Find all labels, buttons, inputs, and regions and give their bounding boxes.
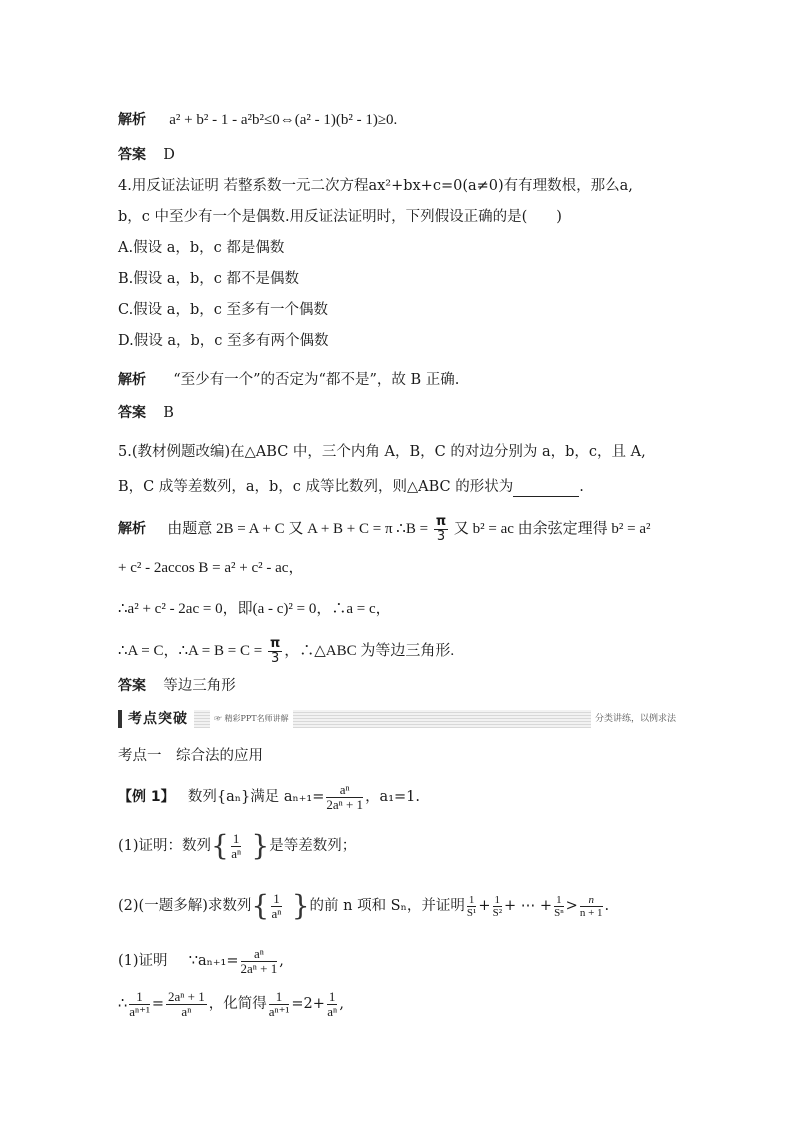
analysis-label: 解析 (118, 112, 146, 128)
reciprocal-next-fraction: $\frac{1}{\text{aⁿ⁺¹}}$ (268, 988, 290, 1019)
banner-title: 考点突破 (118, 710, 194, 728)
q4-stem-line1: 4.用反证法证明 若整系数一元二次方程ax²+bx+c=0(a≠0)有有理数根，那么a, (118, 178, 633, 194)
q5-answer-line (118, 676, 236, 696)
left-brace: { (211, 829, 229, 862)
fraction-n-over-n-plus-1: $\frac{n}{n + 1}$ (579, 893, 603, 919)
q5-analysis-line (118, 512, 651, 546)
reciprocal-recurrence-fraction: $\frac{\text{2aⁿ + 1}}{\text{aⁿ}}$ (168, 988, 205, 1019)
q5-answer-value: 等边三角形 (163, 678, 236, 694)
left-brace: { (251, 889, 270, 922)
q4-option-c: C.假设 a，b，c 至多有一个偶数 (118, 302, 328, 318)
example-label: 【例 1】 (118, 789, 175, 805)
example-1-stem: 【例 1】 数列{aₙ}满足 aₙ₊₁= $\frac{\text{aⁿ}}{\text{2aⁿ + 1}}$ ，a₁=1. (118, 781, 421, 812)
q3-analysis-line (118, 110, 397, 130)
proof-label: (1)证明 (118, 953, 168, 969)
q4-answer-line (118, 403, 174, 423)
q5-stem-line2: B，C 成等差数列，a，b，c 成等比数列，则△ABC 的形状为 . (118, 479, 584, 495)
q4-analysis-text: “至少有一个”的否定为“都不是”，故 B 正确. (173, 372, 460, 388)
right-brace: } (291, 889, 310, 922)
recurrence-fraction: $\frac{\text{aⁿ}}{\text{2aⁿ + 1}}$ (326, 781, 364, 812)
q3-analysis-text: a² + b² - 1 - a²b²≤0⇔(a² - 1)(b² - 1)≥0. (169, 112, 398, 128)
proof-line-1: (1)证明 ∵aₙ₊₁= $\frac{\text{aⁿ}}{\text{2aⁿ + 1}}$ , (118, 945, 284, 976)
analysis-label: 解析 (118, 372, 146, 388)
q4-option-d: D.假设 a，b，c 至多有两个偶数 (118, 333, 329, 349)
q5-stem-line1: 5.(教材例题改编)在△ABC 中，三个内角 A，B，C 的对边分别为 a，b，c，且 A, (118, 444, 646, 460)
analysis-label: 解析 (118, 521, 146, 537)
banner-subtitle: ☞ 精彩PPT名师讲解 (210, 710, 293, 728)
q5-derivation-line2: + c² - 2accos B = a² + c² - ac， (118, 560, 304, 576)
example-1-part-2: (2)(一题多解)求数列{ $\frac{1}{\text{aⁿ}}$ }的前 n 项和 Sₙ，并证明 $\frac{1}{\text{S¹}}$ + $\frac{1}{\text{S²}}$ + ⋯ + $\frac{1}{\text{Sⁿ}}$ > $\frac{n}{n + 1}$ . (118, 889, 610, 922)
q4-answer-value: B (163, 405, 174, 421)
q4-analysis-line (118, 370, 459, 390)
reciprocal-next-fraction: $\frac{1}{\text{aⁿ⁺¹}}$ (129, 988, 150, 1019)
q5-analysis-text-a: 由题意 2B = A + C 又 A + B + C = π ∴B = (167, 521, 432, 537)
fraction-1-over-sn: $\frac{1}{\text{Sⁿ}}$ (554, 893, 564, 919)
q5-stem-text: B，C 成等差数列，a，b，c 成等比数列，则△ABC 的形状为 (118, 479, 514, 495)
q5-derivation-line3: ∴a² + c² - 2ac = 0，即(a - c)² = 0，∴a = c， (118, 601, 391, 617)
reciprocal-fraction: $\frac{1}{\text{aⁿ}}$ (271, 890, 282, 921)
answer-label: 答案 (118, 678, 146, 694)
banner-right-text: 分类讲练，以例求法 (591, 710, 680, 728)
right-brace: } (251, 829, 270, 862)
answer-label: 答案 (118, 147, 146, 163)
reciprocal-fraction: $\frac{1}{\text{aⁿ}}$ (327, 988, 338, 1019)
pi-over-3-fraction: $\frac{\pi}{3}$ (269, 635, 281, 666)
fraction-1-over-s1: $\frac{1}{\text{S¹}}$ (466, 893, 477, 919)
answer-blank (513, 482, 579, 497)
q5-derivation-line4: ∴A = C，∴A = B = C = $\frac{\pi}{3}$ ，∴△ABC 为等边三角形. (118, 635, 455, 666)
q5-analysis-text-b: 又 b² = ac 由余弦定理得 b² = a² (450, 521, 651, 537)
section-title: 考点一 综合法的应用 (118, 748, 263, 764)
fraction-1-over-s2: $\frac{1}{\text{S²}}$ (492, 893, 502, 919)
reciprocal-fraction: $\frac{1}{\text{aⁿ}}$ (231, 830, 242, 861)
answer-label: 答案 (118, 405, 146, 421)
pi-over-3-fraction: $\frac{\pi}{3}$ (435, 513, 447, 544)
proof-line-2: ∴ $\frac{1}{\text{aⁿ⁺¹}}$ = $\frac{\text{2aⁿ + 1}}{\text{aⁿ}}$ ，化简得 $\frac{1}{\text{aⁿ⁺¹}}$ =2+ $\frac{1}{\text{aⁿ}}$ , (118, 988, 344, 1019)
recurrence-fraction: $\frac{\text{aⁿ}}{\text{2aⁿ + 1}}$ (240, 945, 278, 976)
q3-answer-value: D (163, 147, 175, 163)
q4-option-b: B.假设 a，b，c 都不是偶数 (118, 271, 300, 287)
section-banner (118, 710, 680, 728)
q4-stem-line2: b，c 中至少有一个是偶数.用反证法证明时，下列假设正确的是( ) (118, 209, 562, 225)
q4-option-a: A.假设 a，b，c 都是偶数 (118, 240, 285, 256)
q3-answer-line (118, 145, 175, 165)
example-1-part-1: (1)证明：数列{ $\frac{1}{\text{aⁿ}}$ }是等差数列； (118, 829, 357, 862)
